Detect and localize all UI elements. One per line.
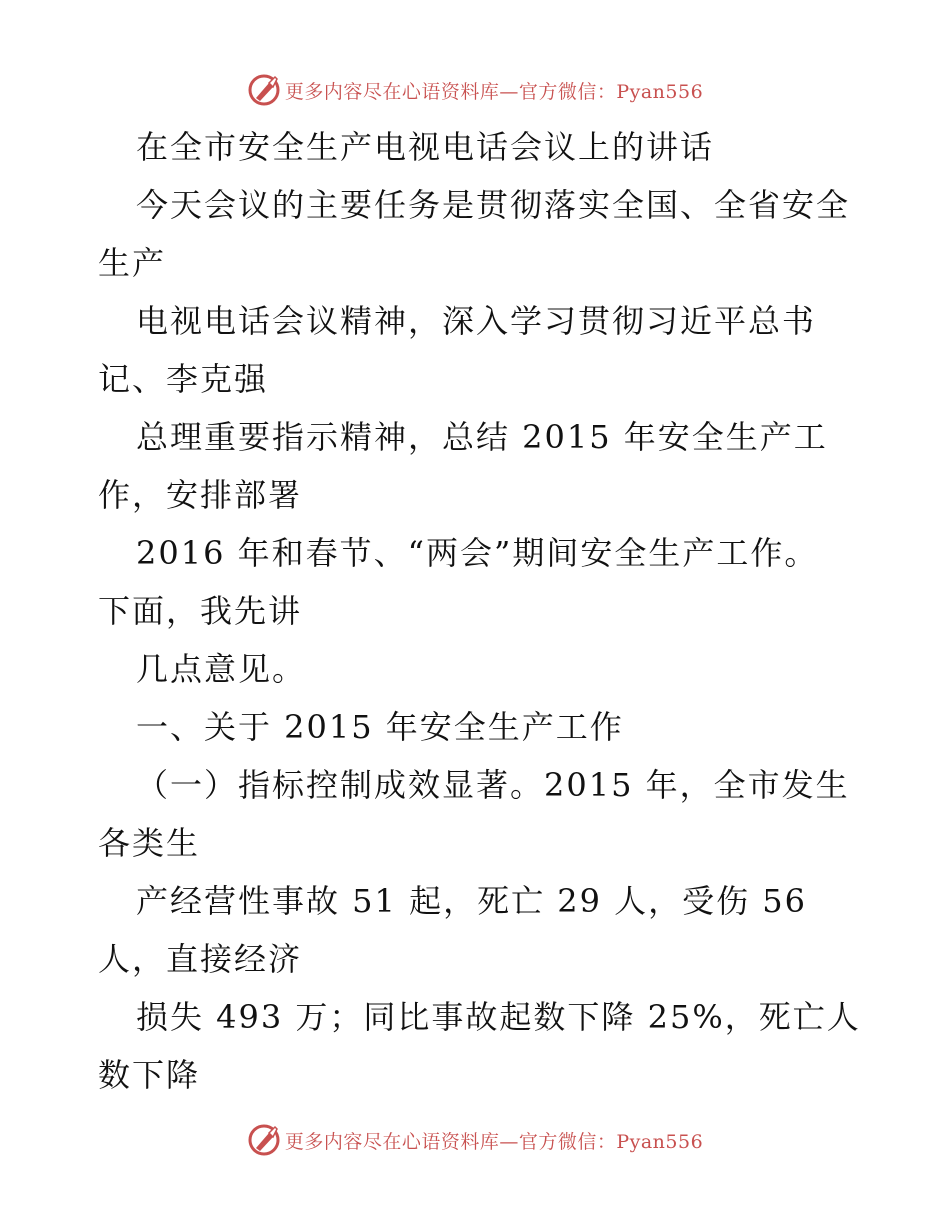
text-line: （一）指标控制成效显著。2015 年，全市发生 bbox=[136, 766, 850, 804]
text-line: 产经营性事故 51 起，死亡 29 人，受伤 56 bbox=[136, 882, 808, 920]
text-line: 记、李克强 bbox=[98, 360, 269, 398]
header-watermark bbox=[0, 70, 950, 110]
text-line: 下面，我先讲 bbox=[98, 592, 303, 630]
text-line: 各类生 bbox=[98, 824, 201, 862]
text-line: 一、关于 2015 年安全生产工作 bbox=[136, 708, 624, 746]
text-line: 数下降 bbox=[98, 1056, 201, 1094]
pen-nib-logo-icon bbox=[247, 73, 281, 107]
pen-nib-logo-icon bbox=[247, 1123, 281, 1157]
watermark-text: 更多内容尽在心语资料库—官方微信：Pyan556 bbox=[284, 80, 704, 103]
text-line: 作，安排部署 bbox=[98, 476, 303, 514]
text-line: 损失 493 万；同比事故起数下降 25%，死亡人 bbox=[136, 998, 861, 1036]
text-line: 今天会议的主要任务是贯彻落实全国、全省安全 bbox=[136, 186, 851, 224]
text-line: 2016 年和春节、“两会”期间安全生产工作。 bbox=[136, 534, 819, 572]
text-line: 几点意见。 bbox=[136, 650, 307, 688]
watermark-text: 更多内容尽在心语资料库—官方微信：Pyan556 bbox=[284, 1130, 704, 1153]
text-line: 电视电话会议精神，深入学习贯彻习近平总书 bbox=[136, 302, 817, 340]
text-line: 总理重要指示精神，总结 2015 年安全生产工 bbox=[136, 418, 828, 456]
text-line: 人，直接经济 bbox=[98, 940, 303, 978]
text-line: 在全市安全生产电视电话会议上的讲话 bbox=[136, 128, 715, 166]
body-text bbox=[98, 118, 861, 1104]
text-line: 生产 bbox=[98, 244, 167, 282]
footer-watermark bbox=[0, 1120, 950, 1160]
